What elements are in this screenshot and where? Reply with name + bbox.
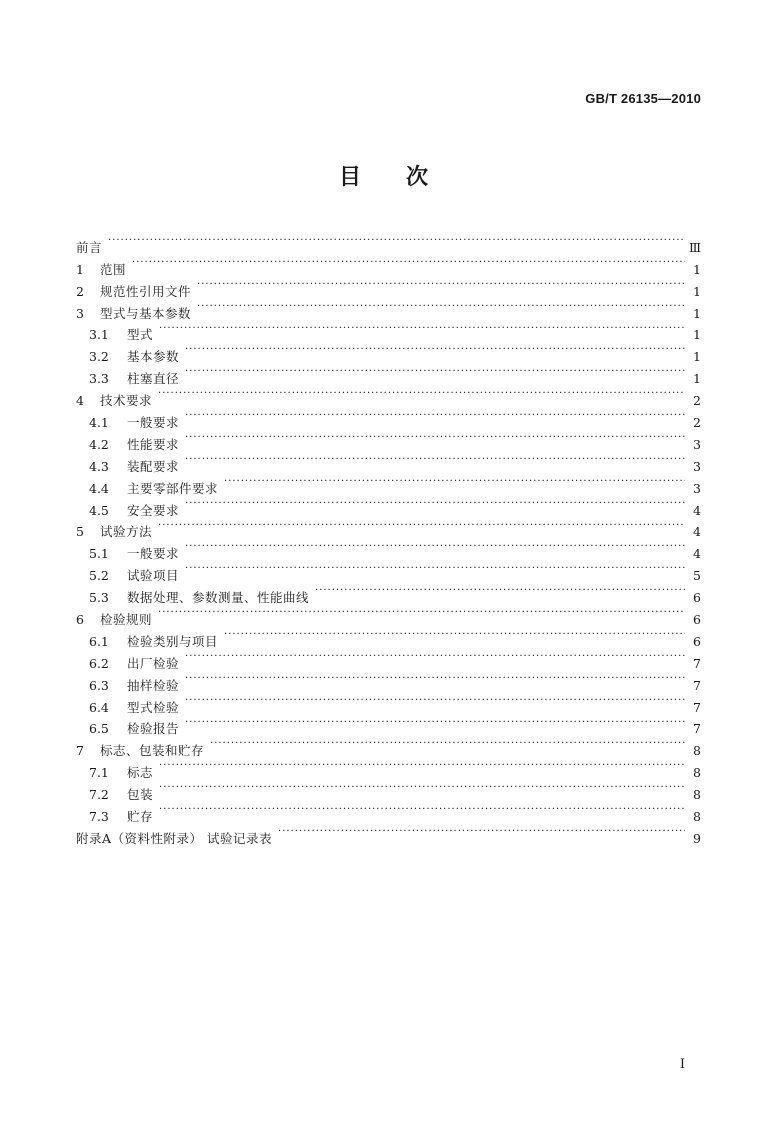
- toc-entry-title: 基本参数: [127, 349, 180, 365]
- toc-leader-dots: [224, 471, 685, 493]
- toc-leader-dots: [185, 712, 685, 734]
- toc-leader-dots: [185, 690, 685, 712]
- toc-entry[interactable]: [76, 755, 701, 781]
- toc-entry-page: 4: [693, 502, 701, 518]
- toc-entry-page: 7: [693, 699, 701, 715]
- toc-entry-page: 8: [693, 743, 701, 759]
- toc-entry-number: 3.3: [89, 371, 109, 387]
- toc-entry-title: 柱塞直径: [127, 371, 180, 387]
- toc-entry-title: 规范性引用文件: [100, 283, 192, 299]
- toc-leader-dots: [185, 536, 685, 558]
- toc-entry-title: 一般要求: [127, 415, 180, 431]
- toc-entry-title: 主要零部件要求: [127, 480, 219, 496]
- toc-leader-dots: [158, 383, 685, 405]
- toc-entry[interactable]: [76, 602, 701, 628]
- toc-entry[interactable]: [76, 777, 701, 803]
- toc-entry-number: 5.1: [89, 546, 109, 562]
- toc-entry-page: 1: [693, 327, 701, 343]
- toc-entry-page: 8: [693, 787, 701, 803]
- toc-entry-title: 技术要求: [100, 393, 153, 409]
- toc-entry-title: 性能要求: [127, 436, 180, 452]
- toc-entry-page: 3: [693, 480, 701, 496]
- toc-entry-number: 6.4: [89, 699, 109, 715]
- toc-entry-title: 范围: [100, 261, 127, 277]
- toc-entry-page: 1: [693, 305, 701, 321]
- toc-leader-dots: [185, 405, 685, 427]
- toc-entry-page: 3: [693, 436, 701, 452]
- toc-leader-dots: [185, 449, 685, 471]
- toc-leader-dots: [159, 799, 685, 821]
- toc-entry-number: 7.3: [89, 809, 109, 825]
- toc-entry-title: 检验规则: [100, 612, 153, 628]
- toc-entry-page: 9: [693, 830, 701, 846]
- toc-entry[interactable]: [76, 274, 701, 299]
- toc-entry-title: 型式检验: [127, 699, 180, 715]
- toc-entry-page: 7: [693, 721, 701, 737]
- toc-entry[interactable]: [76, 821, 701, 846]
- toc-entry-title: 出厂检验: [127, 655, 180, 671]
- toc-entry-title: 附录A（资料性附录） 试验记录表: [76, 830, 273, 846]
- toc-entry-number: 1: [76, 261, 84, 277]
- toc-leader-dots: [185, 668, 685, 690]
- toc-entry-page: 8: [693, 809, 701, 825]
- toc-entry-page: 1: [693, 371, 701, 387]
- toc-entry-number: 5.3: [89, 590, 109, 606]
- toc-entry[interactable]: [76, 318, 701, 343]
- toc-entry-page: 1: [693, 261, 701, 277]
- toc-entry-number: 3.1: [89, 327, 109, 343]
- toc-leader-dots: [197, 274, 685, 296]
- toc-leader-dots: [210, 733, 685, 755]
- toc-entry-page: 2: [693, 415, 701, 431]
- toc-entry-number: 7.1: [89, 765, 109, 781]
- page-title-part2: 次: [406, 165, 430, 190]
- toc-entry-page: 2: [693, 393, 701, 409]
- toc-entry-title: 检验类别与项目: [127, 633, 219, 649]
- toc-entry-number: 2: [76, 283, 84, 299]
- toc-entry-number: 5.2: [89, 568, 109, 584]
- toc-entry[interactable]: [76, 252, 701, 277]
- toc-entry-page: 5: [693, 568, 701, 584]
- toc-entry-number: 7: [76, 743, 84, 759]
- toc-leader-dots: [197, 296, 685, 318]
- toc-leader-dots: [108, 230, 683, 252]
- toc-entry-number: 4.4: [89, 480, 109, 496]
- toc-entry-number: 4.1: [89, 415, 109, 431]
- toc-entry[interactable]: [76, 536, 701, 562]
- toc-entry-title: 一般要求: [127, 546, 180, 562]
- toc-entry-title: 标志、包装和贮存: [100, 743, 205, 759]
- toc-leader-dots: [185, 493, 685, 515]
- toc-entry-number: 5: [76, 524, 84, 540]
- toc-entry-page: 8: [693, 765, 701, 781]
- toc-entry-number: 4.5: [89, 502, 109, 518]
- toc-leader-dots: [185, 339, 685, 361]
- toc-leader-dots: [224, 624, 685, 646]
- toc-entry-number: 6.2: [89, 655, 109, 671]
- toc-entry-title: 前言: [76, 239, 103, 255]
- toc-entry-page: 1: [693, 349, 701, 365]
- toc-entry-title: 包装: [127, 787, 154, 803]
- toc-entry-page: 6: [693, 612, 701, 628]
- toc-entry-title: 试验项目: [127, 568, 180, 584]
- toc-entry-title: 型式: [127, 327, 154, 343]
- toc-entry[interactable]: [76, 799, 701, 825]
- toc-entry-number: 6.5: [89, 721, 109, 737]
- toc-leader-dots: [158, 515, 685, 537]
- toc-entry-page: Ⅲ: [688, 239, 701, 255]
- toc-entry-page: 4: [693, 524, 701, 540]
- toc-entry-number: 4.2: [89, 436, 109, 452]
- toc-leader-dots: [315, 580, 685, 602]
- toc-entry-title: 数据处理、参数测量、性能曲线: [127, 590, 310, 606]
- toc-entry-number: 6: [76, 612, 84, 628]
- toc-entry-title: 抽样检验: [127, 677, 180, 693]
- toc-leader-dots: [185, 361, 685, 383]
- toc-entry-title: 检验报告: [127, 721, 180, 737]
- table-of-contents: [76, 230, 701, 846]
- toc-entry-number: 3: [76, 305, 84, 321]
- toc-entry[interactable]: [76, 339, 701, 365]
- toc-leader-dots: [159, 318, 685, 340]
- toc-leader-dots: [159, 755, 685, 777]
- toc-entry-page: 4: [693, 546, 701, 562]
- toc-entry[interactable]: [76, 405, 701, 431]
- standard-number: GB/T 26135—2010: [585, 91, 701, 106]
- toc-entry[interactable]: [76, 515, 701, 540]
- toc-entry-number: 6.3: [89, 677, 109, 693]
- toc-leader-dots: [132, 252, 685, 274]
- toc-entry-number: 7.2: [89, 787, 109, 803]
- toc-entry-number: 4: [76, 393, 84, 409]
- toc-leader-dots: [185, 558, 685, 580]
- toc-entry-page: 7: [693, 677, 701, 693]
- toc-entry-page: 6: [693, 633, 701, 649]
- toc-entry-title: 试验方法: [100, 524, 153, 540]
- toc-leader-dots: [185, 646, 685, 668]
- page-title: [0, 160, 768, 191]
- toc-entry[interactable]: [76, 624, 701, 649]
- toc-entry-title: 标志: [127, 765, 154, 781]
- toc-leader-dots: [158, 602, 685, 624]
- toc-entry[interactable]: [76, 383, 701, 409]
- page-title-part1: 目: [338, 165, 362, 190]
- toc-leader-dots: [278, 821, 685, 843]
- toc-entry-page: 1: [693, 283, 701, 299]
- toc-entry-page: 3: [693, 458, 701, 474]
- toc-entry-number: 6.1: [89, 633, 109, 649]
- toc-entry-number: 3.2: [89, 349, 109, 365]
- toc-entry-title: 装配要求: [127, 458, 180, 474]
- toc-entry-number: 4.3: [89, 458, 109, 474]
- toc-entry-title: 贮存: [127, 809, 154, 825]
- toc-entry-page: 7: [693, 655, 701, 671]
- toc-leader-dots: [185, 427, 685, 449]
- toc-entry-title: 型式与基本参数: [100, 305, 192, 321]
- toc-entry-page: 6: [693, 590, 701, 606]
- toc-entry[interactable]: [76, 230, 701, 255]
- page-number: I: [679, 1057, 685, 1072]
- toc-entry-title: 安全要求: [127, 502, 180, 518]
- toc-leader-dots: [159, 777, 685, 799]
